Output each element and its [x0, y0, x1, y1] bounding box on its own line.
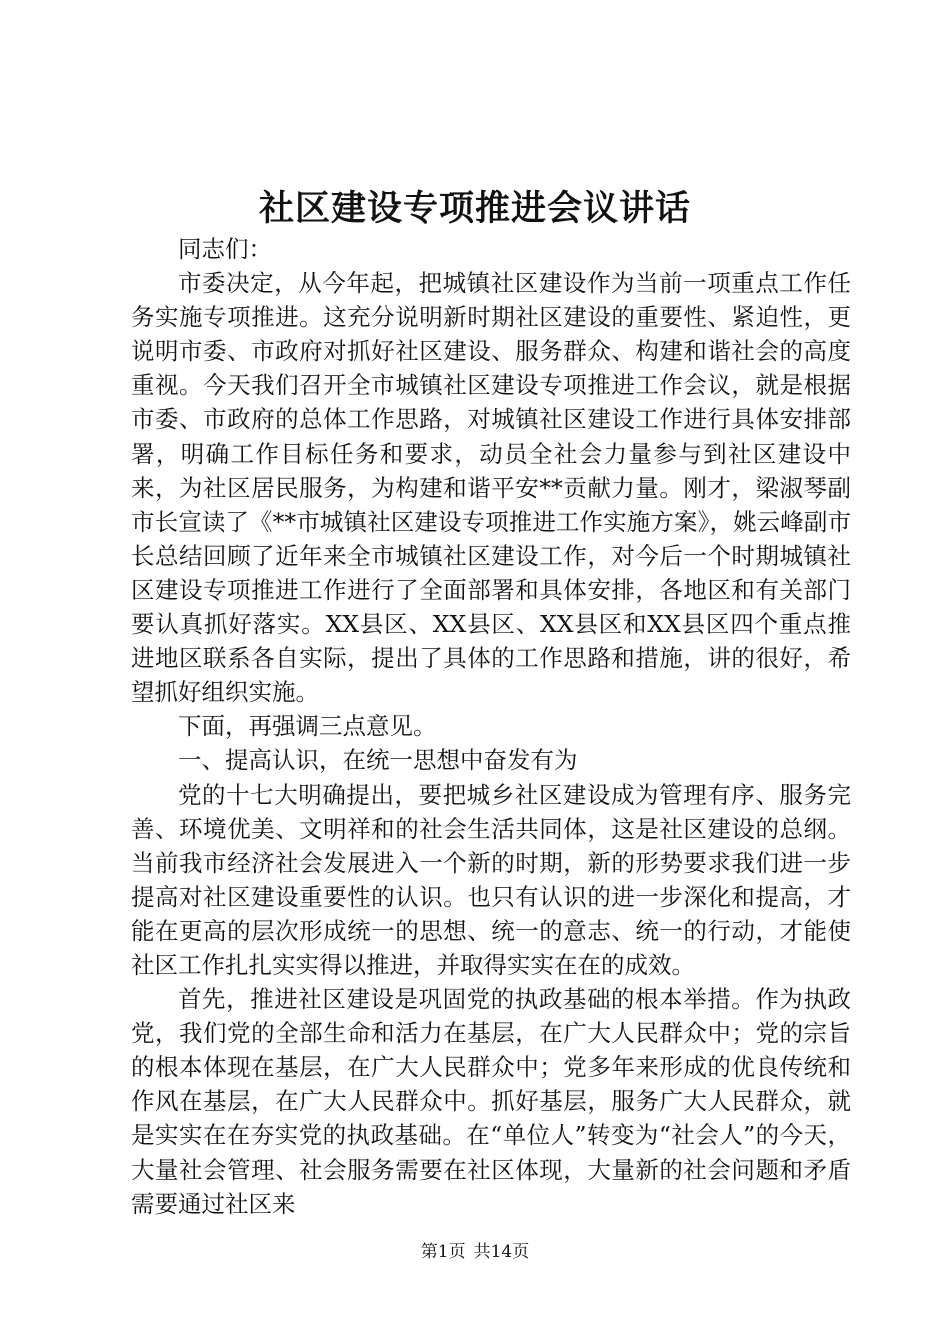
page-total: 共14页 [473, 1242, 530, 1262]
paragraph-intro: 市委决定，从今年起，把城镇社区建设作为当前一项重点工作任务实施专项推进。这充分说明新时期社区建设的重要性、紧迫性，更说明市委、市政府对抓好社区建设、服务群众、构建和谐社会的高度重视。今天我们召开全市城镇社区建设专项推进工作会议，就是根据市委、市政府的总体工作思路，对城镇社区建设工作进行具体安排部署，明确工作目标任务和要求，动员全社会力量参与到社区建设中来，为社区居民服务，为构建和谐平安**贡献力量。刚才，梁淑琴副市长宣读了《**市城镇社区建设专项推进工作实施方案》，姚云峰副市长总结回顾了近年来全市城镇社区建设工作，对今后一个时期城镇社区建设专项推进工作进行了全面部署和具体安排，各地区和有关部门要认真抓好落实。XX县区、XX县区、XX县区和XX县区四个重点推进地区联系各自实际，提出了具体的工作思路和措施，讲的很好，希望抓好组织实施。 [131, 269, 851, 707]
page-number: 第1页 [420, 1242, 466, 1262]
salutation: 同志们： [178, 235, 272, 263]
paragraph-first-point: 首先，推进社区建设是巩固党的执政基础的根本举措。作为执政党，我们党的全部生命和活力在基层，在广大人民群众中；党的宗旨的根本体现在基层，在广大人民群众中；党多年来形成的优良传统和作风在基层，在广大人民群众中。抓好基层，服务广大人民群众，就是实实在在夯实党的执政基础。在“单位人”转变为“社会人”的今天，大量社会管理、社会服务需要在社区体现，大量新的社会问题和矛盾需要通过社区来 [131, 985, 851, 1218]
paragraph-section-1: 党的十七大明确提出，要把城乡社区建设成为管理有序、服务完善、环境优美、文明祥和的社会生活共同体，这是社区建设的总纲。当前我市经济社会发展进入一个新的时期，新的形势要求我们进一步提高对社区建设重要性的认识。也只有认识的进一步深化和提高，才能在更高的层次形成统一的思想、统一的意志、统一的行动，才能使社区工作扎扎实实得以推进，并取得实实在在的成效。 [131, 780, 851, 979]
document-title: 社区建设专项推进会议讲话 [258, 188, 691, 229]
paragraph-transition: 下面，再强调三点意见。 [178, 712, 437, 741]
section-heading-1: 一、提高认识，在统一思想中奋发有为 [178, 746, 578, 775]
document-body [131, 232, 851, 1221]
page-footer [0, 1240, 950, 1264]
